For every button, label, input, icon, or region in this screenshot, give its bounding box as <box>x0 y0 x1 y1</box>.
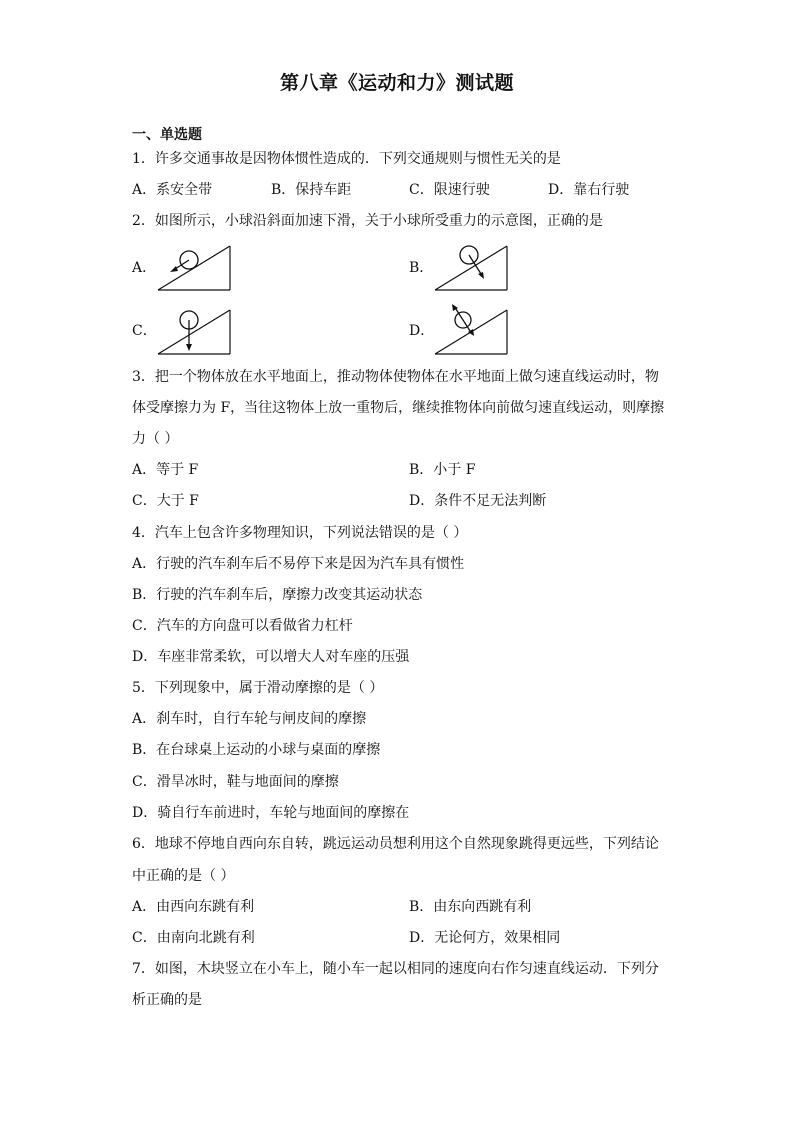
question-5-stem: 5．下列现象中，属于滑动摩擦的是（ ） <box>132 680 384 696</box>
question-6-option-a: A．由西向东跳有利 <box>132 899 255 915</box>
question-3-line-1: 3．把一个物体放在水平地面上，推动物体使物体在水平地面上做匀速直线运动时，物 <box>132 369 659 385</box>
question-6-line-2: 中正确的是（ ） <box>132 868 235 884</box>
question-7-line-1: 7．如图，木块竖立在小车上，随小车一起以相同的速度向右作匀速直线运动．下列分 <box>132 961 659 977</box>
question-3-line-2: 体受摩擦力为 F，当往这物体上放一重物后，继续推物体向前做匀速直线运动，则摩擦 <box>132 400 665 416</box>
question-4-stem: 4．汽车上包含许多物理知识，下列说法错误的是（ ） <box>132 525 468 541</box>
section-title: 一、单选题 <box>132 127 202 143</box>
question-2-label-d: D． <box>409 323 435 339</box>
question-1-option-c: C．限速行驶 <box>409 182 490 198</box>
incline-diagram-a <box>156 244 232 292</box>
question-6-option-b: B．由东向西跳有利 <box>409 899 532 915</box>
question-4-option-a: A．行驶的汽车刹车后不易停下来是因为汽车具有惯性 <box>132 556 465 572</box>
question-1-option-a: A．系安全带 <box>132 182 213 198</box>
question-3-option-a: A．等于 F <box>132 462 199 478</box>
question-5-option-d: D．骑自行车前进时，车轮与地面间的摩擦在 <box>132 805 410 821</box>
question-1-stem: 1．许多交通事故是因物体惯性造成的．下列交通规则与惯性无关的是 <box>132 151 561 167</box>
question-1-option-b: B．保持车距 <box>271 182 352 198</box>
question-6-line-1: 6．地球不停地自西向东自转，跳远运动员想利用这个自然现象跳得更远些，下列结论 <box>132 836 659 852</box>
question-5-option-a: A．刹车时，自行车轮与闸皮间的摩擦 <box>132 711 367 727</box>
question-3-option-d: D．条件不足无法判断 <box>409 493 547 509</box>
question-6-option-c: C．由南向北跳有利 <box>132 930 255 946</box>
question-3-option-c: C．大于 F <box>132 493 199 509</box>
question-5-option-b: B．在台球桌上运动的小球与桌面的摩擦 <box>132 742 381 758</box>
question-2-stem: 2．如图所示，小球沿斜面加速下滑，关于小球所受重力的示意图，正确的是 <box>132 213 603 229</box>
question-2-label-c: C． <box>132 323 157 339</box>
incline-diagram-b <box>433 244 509 292</box>
question-3-option-b: B．小于 F <box>409 462 476 478</box>
incline-diagram-c <box>156 306 232 356</box>
question-2-label-a: A． <box>132 260 157 276</box>
question-7-line-2: 析正确的是 <box>132 992 202 1008</box>
question-5-option-c: C．滑旱冰时，鞋与地面间的摩擦 <box>132 774 339 790</box>
question-3-line-3: 力（ ） <box>132 431 179 447</box>
question-4-option-d: D．车座非常柔软，可以增大人对车座的压强 <box>132 649 410 665</box>
question-6-option-d: D．无论何方，效果相同 <box>409 930 561 946</box>
page-title: 第八章《运动和力》测试题 <box>279 72 514 94</box>
incline-diagram-d <box>433 302 509 356</box>
question-2-label-b: B． <box>409 260 434 276</box>
question-1-option-d: D．靠右行驶 <box>548 182 630 198</box>
question-4-option-c: C．汽车的方向盘可以看做省力杠杆 <box>132 618 353 634</box>
question-4-option-b: B．行驶的汽车刹车后，摩擦力改变其运动状态 <box>132 587 423 603</box>
